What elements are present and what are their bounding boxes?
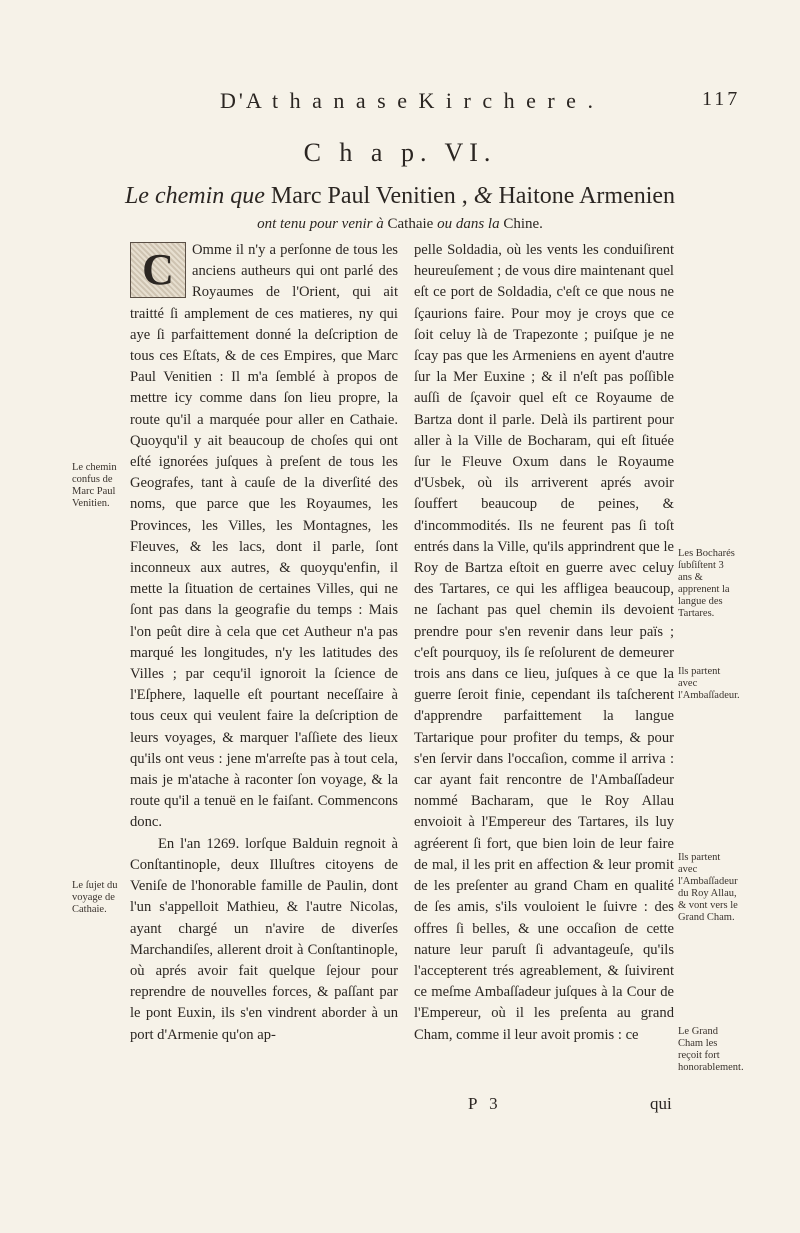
subheading-part-3: ou dans la [437, 216, 500, 232]
subheading-part-2: Cathaie [383, 216, 438, 232]
left-paragraph-2-wrap [130, 834, 398, 1046]
running-head-title: D'A t h a n a s e K i r c h e r e . [220, 88, 596, 113]
page-number: 117 [702, 88, 741, 110]
subheading-part-4: Chine. [499, 216, 543, 232]
catchword: qui [650, 1094, 672, 1113]
margin-note-right-4: Le Grand Cham les reçoit fort honorablement. [678, 1026, 744, 1073]
chapter-title: C h a p. VI. [303, 138, 497, 167]
drop-cap-letter: C [142, 245, 174, 295]
heading-part-2: Marc Paul Venitien , [264, 183, 474, 209]
margin-note-left-1: Le chemin confus de Marc Paul Venitien. [72, 462, 117, 509]
chapter-heading [0, 183, 800, 210]
chapter-subheading [0, 216, 800, 233]
right-paragraph-1: pelle Soldadia, où les vents les conduiſirent heureuſement ; de vous dire maintenant quel eſt ce port de Soldadia, c'eſt ce que nous ne ſçaurions faire. Pour moy je croys que ce ſoit celuy là de Trapezonte ; puiſque je ne ſcay pas que les Armeniens en ayent d'autre ſur la Mer Euxine ; & il n'eſt pas poſſible auſſi de ſçavoir quel eſt ce Royaume de Bartza dont il parle. Delà ils partirent pour aller à la Ville de Bocharam, qui eſt ſituée ſur le Fleuve Oxum dans le Royaume d'Usbek, où ils arriverent aprés avoir ſouffert beaucoup de peines, & d'incommodités. Ils ne feurent pas ſi toſt entrés dans la Ville, qu'ils apprindrent que le Roy de Bartza eſtoit en guerre avec celuy des Tartares, ce qui les affligea beaucoup, ne ſachant pas quel chemin ils devoient prendre pour s'en revenir dans leur païs ; c'eſt pourquoy, ils ſe reſolurent de demeurer trois ans dans ce lieu, juſques à ce que la guerre ſeroit finie, cependant ils taſcherent d'apprendre parfaittement la langue Tartarique pour profiter du temps, & pour s'en ſervir dans l'occaſion, comme il arriva : car ayant fait rencontre de l'Ambaſſadeur nommé Bacharam, que le Roy Allau envoioit à l'Empereur des Tartares, ils luy agréerent ſi fort, que bien loin de leur faire de mal, il les prit en affection & leur promit de les preſenter au grand Cham en qualité de ſes amis, s'ils vouloient le ſuivre : des offres ſi belles, & une occaſion de cette nature leur paruſt ſi advantageuſe, qu'ils l'accepterent trés agreablement, & ſuivirent ce meſme Ambaſſadeur juſques à la Cour de l'Empereur, où il les preſenta au grand Cham, comme il leur avoit promis : ce [414, 242, 674, 1043]
subheading-part-1: ont tenu pour venir à [257, 216, 384, 232]
drop-cap [130, 242, 186, 298]
heading-part-4: Haitone Armenien [492, 183, 676, 209]
heading-part-1: Le chemin que [124, 183, 265, 209]
margin-note-left-2: Le ſujet du voyage de Cathaie. [72, 880, 118, 915]
left-paragraph-2: En l'an 1269. lorſque Balduin regnoit à Conſtantinople, deux Illuſtres citoyens de Veniſe de l'honorable famille de Paulin, dont l'un s'appelloit Mathieu, & l'autre Nicolas, ayant chargé un n'avire de diverſes Marchandiſes, allerent droit à Conſtantinople, où aprés avoir fait quelque ſejour pour reprendre de nouvelles forces, & paſſant par le pont Euxin, ils s'en vindrent aborder à un port d'Armenie qu'on ap- [130, 835, 398, 1043]
margin-note-right-1: Les Bocharés ſubſiſtent 3 ans & apprenent la langue des Tartares. [678, 548, 735, 619]
left-column [130, 240, 398, 1046]
signature-mark: P 3 [468, 1094, 502, 1113]
left-paragraph-1: Omme il n'y a perſonne de tous les anciens autheurs qui ont parlé des Royaumes de l'Orient, qui ait traitté ſi amplement de ces matieres, ny qui aye ſi parfaittement donné la deſcription de tous ces Eſtats, & de ces Empires, que Marc Paul Venitien : Il m'a ſemblé à propos de mettre icy comme dans ſon lieu propre, la route qu'il a marquée pour aller en Cathaie. Quoyqu'il y ait beaucoup de choſes qui ont eſté ignorées juſques à preſent de tous les Geografes, tant à cauſe de la diverſité des noms, que parce que les Royaumes, les Provinces, les Villes, les Montagnes, les Fleuves, & les lacs, dont il parle, ſont inconneux aux autres, & quoyqu'enfin, il mette la ſituation de certaines Villes, qui ne ſont pas dans la geografie du temps : Mais l'on peût dire à cela que cet Autheur n'a pas marqué les longitudes, n'y les latitudes des Villes ; par cequ'il ignoroit la ſcience de l'Eſphere, laquelle eſt pourtant neceſſaire à tous ceux qui veulent faire la deſcription de leurs voyages, & marquer l'aſſiete des lieux qu'ils ont veus : jene m'arreſte pas à tout cela, mais je m'atache à raconter ſon voyage, & la route qu'il a tenuë en le faiſant. Commencons donc. [130, 242, 398, 831]
right-column [414, 240, 674, 1046]
margin-note-right-3: Ils partent avec l'Ambaſſadeur du Roy Allau, & vont vers le Grand Cham. [678, 852, 738, 923]
heading-part-3: & [473, 183, 493, 209]
margin-note-right-2: Ils partent avec l'Ambaſſadeur. [678, 666, 740, 701]
